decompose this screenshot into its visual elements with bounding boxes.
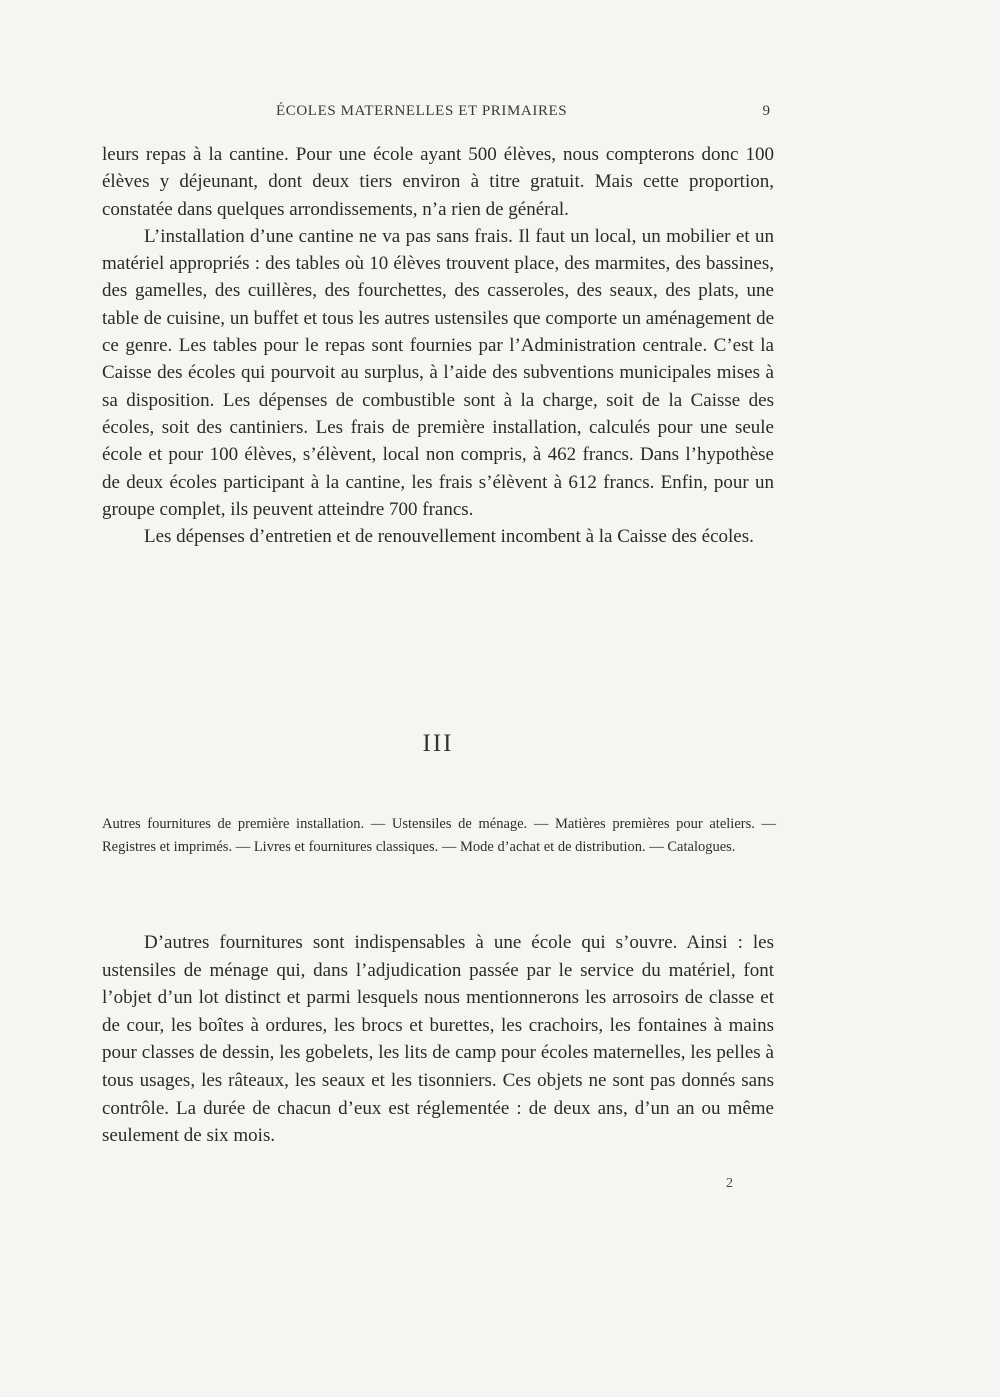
text-block-fournitures [102, 929, 774, 1150]
section-number: III [422, 730, 454, 757]
paragraph: L’installation d’une cantine ne va pas sans frais. Il faut un local, un mobilier et un matériel appropriés : des tables où 10 élèves trouvent place, des marmites, des bassines, des gamelles, des cuillères, des fourchettes, des casseroles, des seaux, des plats, une table de cuisine, un buffet et tous les autres ustensiles que comporte un aménagement de ce genre. Les tables pour le repas sont fournies par l’Administration centrale. C’est la Caisse des écoles qui pourvoit au surplus, à l’aide des subventions municipales mises à sa disposition. Les dépenses de combustible sont à la charge, soit de la Caisse des écoles, soit des cantiniers. Les frais de première installation, calculés pour une seule école et pour 100 élèves, s’élèvent, local non compris, à 462 francs. Dans l’hypothèse de deux écoles participant à la cantine, les frais s’élèvent à 612 francs. Enfin, pour un groupe complet, ils peuvent atteindre 700 francs. [102, 225, 774, 520]
section-summary: Autres fournitures de première installation. — Ustensiles de ménage. — Matières premières pour ateliers. — Registres et imprimés. — Livres et fournitures classiques. — Mode d’achat et de distribution. — Catalogues. [102, 816, 776, 855]
running-head [100, 103, 770, 127]
signature-mark: 2 [726, 1176, 733, 1191]
page-number: 9 [762, 103, 770, 119]
paragraph: D’autres fournitures sont indispensables à une école qui s’ouvre. Ainsi : les ustensiles de ménage qui, dans l’adjudication passée par le service du matériel, font l’objet d’un lot distinct et parmi lesquels nous mentionnerons les arrosoirs de classe et de cour, les boîtes à ordures, les brocs et burettes, les crachoirs, les fontaines à mains pour classes de dessin, les gobelets, les lits de camp pour écoles maternelles, les pelles à tous usages, les râteaux, les seaux et les tisonniers. Ces objets ne sont pas donnés sans contrôle. La durée de chacun d’eux est réglementée : de deux ans, d’un an ou même seulement de six mois. [102, 932, 774, 1147]
text-block-cantine [102, 141, 774, 550]
running-title: ÉCOLES MATERNELLES ET PRIMAIRES [276, 103, 568, 119]
paragraph: leurs repas à la cantine. Pour une école ayant 500 élèves, nous compterons donc 100 élèves y déjeunant, dont deux tiers environ à titre gratuit. Mais cette proportion, constatée dans quelques arrondissements, n’a rien de général. [102, 144, 774, 220]
paragraph: Les dépenses d’entretien et de renouvellement incombent à la Caisse des écoles. [144, 526, 754, 548]
